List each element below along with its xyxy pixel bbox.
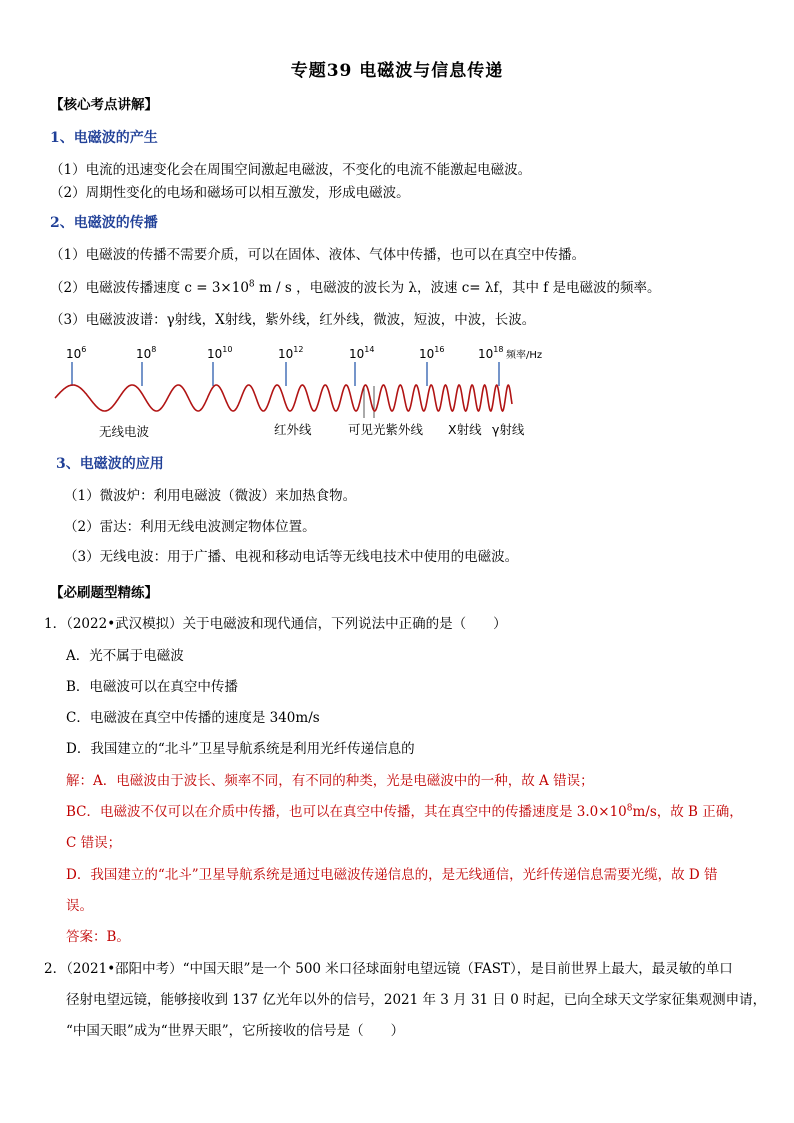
freq-unit-label: 频率/Hz bbox=[506, 350, 543, 361]
band-radio: 无线电波 bbox=[99, 424, 150, 439]
section-header-practice: 【必刷题型精练】 bbox=[50, 585, 158, 601]
freq-label-14: $10^{14}$ bbox=[349, 345, 375, 361]
band-labels bbox=[99, 422, 525, 439]
freq-labels bbox=[66, 345, 542, 361]
question-2-line: “中国天眼”成为“世界天眼”，它所接收的信号是（ ） bbox=[66, 1023, 405, 1039]
solution-line: 解：A．电磁波由于波长、频率不同，有不同的种类，光是电磁波中的一种，故 A 错误； bbox=[66, 773, 594, 789]
paragraph: （1）微波炉：利用电磁波（微波）来加热食物。 bbox=[64, 488, 357, 504]
paragraph: （2）周期性变化的电场和磁场可以相互激发，形成电磁波。 bbox=[50, 185, 410, 201]
solution-line bbox=[66, 803, 743, 821]
solution-line: C 错误； bbox=[66, 835, 122, 851]
band-xray: X射线 bbox=[448, 422, 482, 437]
option-c: C．电磁波在真空中传播的速度是 340m/s bbox=[66, 710, 320, 726]
question-2-line: 径射电望远镜，能够接收到 137 亿光年以外的信号，2021 年 3 月 31 日 0 时起，已向全球天文学家征集观测申请， bbox=[66, 992, 767, 1008]
speed-exponent: 8 bbox=[248, 279, 255, 290]
paragraph: （3）电磁波波谱：γ射线，X射线，紫外线，红外线，微波，短波，中波，长波。 bbox=[50, 312, 536, 328]
freq-label-16: $10^{16}$ bbox=[419, 345, 445, 361]
solution-exponent: 8 bbox=[626, 803, 633, 814]
paragraph: （3）无线电波：用于广播、电视和移动电话等无线电技术中使用的电磁波。 bbox=[64, 549, 519, 565]
section-header-core: 【核心考点讲解】 bbox=[50, 97, 158, 113]
option-b: B．电磁波可以在真空中传播 bbox=[66, 679, 238, 695]
paragraph: （1）电流的迅速变化会在周围空间激起电磁波，不变化的电流不能激起电磁波。 bbox=[50, 162, 532, 178]
freq-label-6: $10^6$ bbox=[66, 345, 87, 361]
paragraph: （2）雷达：利用无线电波测定物体位置。 bbox=[64, 519, 316, 535]
band-infrared: 红外线 bbox=[274, 422, 312, 437]
paragraph: （1）电磁波的传播不需要介质，可以在固体、液体、气体中传播，也可以在真空中传播。 bbox=[50, 247, 586, 263]
option-a: A．光不属于电磁波 bbox=[66, 648, 184, 664]
freq-label-10: $10^{10}$ bbox=[207, 345, 233, 361]
question-2-line: 2．（2021•邵阳中考）“中国天眼”是一个 500 米口径球面射电望远镜（FAST），是目前世界上最大，最灵敏的单口 bbox=[44, 961, 733, 977]
question-1-stem: 1．（2022•武汉模拟）关于电磁波和现代通信，下列说法中正确的是（ ） bbox=[44, 616, 507, 632]
page-title: 专题39 电磁波与信息传递 bbox=[290, 61, 504, 81]
solution-text-a: BC．电磁波不仅可以在介质中传播，也可以在真空中传播，其在真空中的传播速度是 3.0×10 bbox=[66, 804, 627, 820]
freq-label-12: $10^{12}$ bbox=[278, 345, 304, 361]
heading-propagation: 2、电磁波的传播 bbox=[50, 215, 158, 231]
heading-generation: 1、电磁波的产生 bbox=[50, 130, 158, 146]
speed-text-b: m / s ，电磁波的波长为 λ，波速 c= λf，其中 f 是电磁波的频率。 bbox=[254, 280, 661, 296]
solution-line: D．我国建立的“北斗”卫星导航系统是通过电磁波传递信息的，是无线通信，光纤传递信息需要光缆，故 D 错 bbox=[66, 867, 718, 883]
freq-label-8: $10^8$ bbox=[136, 345, 157, 361]
heading-application: 3、电磁波的应用 bbox=[56, 456, 164, 472]
band-visible-uv: 可见光紫外线 bbox=[348, 422, 424, 437]
paragraph-speed bbox=[50, 279, 661, 297]
freq-ticks bbox=[72, 362, 499, 386]
spectrum-diagram bbox=[50, 340, 570, 450]
speed-text-a: （2）电磁波传播速度 c = 3×10 bbox=[50, 280, 249, 296]
solution-text-b: m/s，故 B 正确， bbox=[632, 804, 743, 820]
solution-line: 误。 bbox=[66, 898, 93, 914]
wave-curve bbox=[55, 385, 512, 411]
band-gamma: γ射线 bbox=[492, 422, 525, 437]
freq-label-18: $10^{18}$ bbox=[478, 345, 504, 361]
option-d: D．我国建立的“北斗”卫星导航系统是利用光纤传递信息的 bbox=[66, 741, 415, 757]
answer-line: 答案：B。 bbox=[66, 929, 130, 945]
